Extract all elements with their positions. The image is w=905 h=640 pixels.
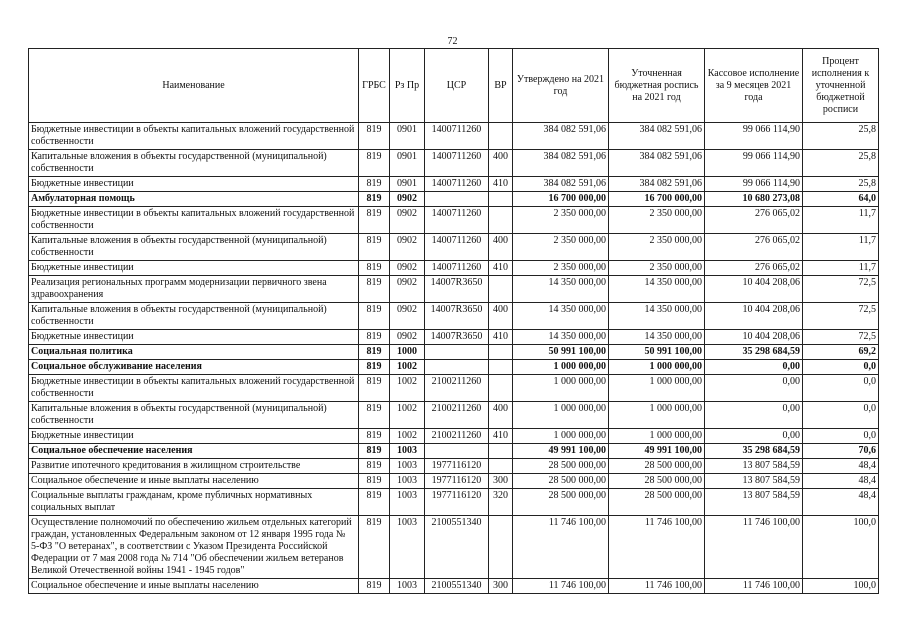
cell-refined: 14 350 000,00 <box>609 330 705 345</box>
cell-cash: 35 298 684,59 <box>705 345 803 360</box>
cell-approved: 2 350 000,00 <box>513 234 609 261</box>
cell-cash: 0,00 <box>705 360 803 375</box>
cell-grbs: 819 <box>359 192 390 207</box>
cell-vr: 410 <box>489 330 513 345</box>
cell-vr: 410 <box>489 177 513 192</box>
cell-percent: 48,4 <box>803 489 879 516</box>
cell-approved: 14 350 000,00 <box>513 276 609 303</box>
cell-csr: 14007R3650 <box>425 330 489 345</box>
cell-cash: 11 746 100,00 <box>705 516 803 579</box>
cell-percent: 11,7 <box>803 207 879 234</box>
table-row <box>29 474 879 489</box>
cell-approved: 11 746 100,00 <box>513 579 609 594</box>
cell-cash: 35 298 684,59 <box>705 444 803 459</box>
cell-rzpr: 0902 <box>390 330 425 345</box>
cell-percent: 48,4 <box>803 474 879 489</box>
cell-cash: 99 066 114,90 <box>705 150 803 177</box>
cell-refined: 28 500 000,00 <box>609 489 705 516</box>
cell-approved: 28 500 000,00 <box>513 459 609 474</box>
cell-name: Бюджетные инвестиции <box>29 177 359 192</box>
cell-cash: 10 404 208,06 <box>705 330 803 345</box>
cell-name: Осуществление полномочий по обеспечению жильем отдельных категорий граждан, установленных Федеральным законом от 12 января 1995 года № 5-ФЗ "О ветеранах", в соответствии с Указом Президента Российской Федерации от 7 мая 2008 года № 714 "Об обеспечении жильем ветеранов Великой Отечественной войны 1941 - 1945 годов" <box>29 516 359 579</box>
cell-rzpr: 1003 <box>390 459 425 474</box>
cell-approved: 1 000 000,00 <box>513 402 609 429</box>
cell-name: Бюджетные инвестиции в объекты капитальных вложений государственной собственности <box>29 375 359 402</box>
table-row <box>29 303 879 330</box>
cell-cash: 10 404 208,06 <box>705 303 803 330</box>
cell-percent: 25,8 <box>803 123 879 150</box>
cell-vr <box>489 276 513 303</box>
table-row <box>29 579 879 594</box>
cell-name: Капитальные вложения в объекты государственной (муниципальной) собственности <box>29 150 359 177</box>
table-row <box>29 429 879 444</box>
cell-rzpr: 0902 <box>390 207 425 234</box>
cell-approved: 384 082 591,06 <box>513 177 609 192</box>
cell-name: Капитальные вложения в объекты государственной (муниципальной) собственности <box>29 402 359 429</box>
cell-grbs: 819 <box>359 360 390 375</box>
cell-csr: 1400711260 <box>425 261 489 276</box>
cell-vr <box>489 444 513 459</box>
cell-refined: 1 000 000,00 <box>609 360 705 375</box>
cell-approved: 28 500 000,00 <box>513 489 609 516</box>
cell-vr: 400 <box>489 150 513 177</box>
cell-grbs: 819 <box>359 429 390 444</box>
cell-cash: 276 065,02 <box>705 261 803 276</box>
cell-percent: 0,0 <box>803 375 879 402</box>
cell-rzpr: 1002 <box>390 360 425 375</box>
cell-name: Бюджетные инвестиции в объекты капитальных вложений государственной собственности <box>29 207 359 234</box>
cell-name: Социальное обеспечение и иные выплаты населению <box>29 579 359 594</box>
header-rzpr: Рз Пр <box>390 49 425 123</box>
cell-vr <box>489 375 513 402</box>
cell-grbs: 819 <box>359 234 390 261</box>
cell-name: Социальная политика <box>29 345 359 360</box>
cell-cash: 99 066 114,90 <box>705 177 803 192</box>
cell-rzpr: 0902 <box>390 234 425 261</box>
cell-vr: 400 <box>489 303 513 330</box>
cell-refined: 16 700 000,00 <box>609 192 705 207</box>
cell-refined: 2 350 000,00 <box>609 234 705 261</box>
cell-csr: 2100211260 <box>425 375 489 402</box>
cell-cash: 99 066 114,90 <box>705 123 803 150</box>
cell-csr: 2100211260 <box>425 402 489 429</box>
cell-rzpr: 0902 <box>390 276 425 303</box>
cell-approved: 14 350 000,00 <box>513 303 609 330</box>
cell-approved: 1 000 000,00 <box>513 360 609 375</box>
cell-vr <box>489 207 513 234</box>
cell-cash: 10 404 208,06 <box>705 276 803 303</box>
table-row <box>29 123 879 150</box>
table-row <box>29 234 879 261</box>
cell-refined: 384 082 591,06 <box>609 150 705 177</box>
header-csr: ЦСР <box>425 49 489 123</box>
cell-name: Реализация региональных программ модернизации первичного звена здравоохранения <box>29 276 359 303</box>
cell-vr: 300 <box>489 579 513 594</box>
cell-percent: 64,0 <box>803 192 879 207</box>
cell-grbs: 819 <box>359 303 390 330</box>
cell-rzpr: 1003 <box>390 444 425 459</box>
cell-name: Капитальные вложения в объекты государственной (муниципальной) собственности <box>29 234 359 261</box>
cell-percent: 0,0 <box>803 360 879 375</box>
cell-approved: 49 991 100,00 <box>513 444 609 459</box>
cell-cash: 0,00 <box>705 375 803 402</box>
cell-csr <box>425 444 489 459</box>
header-grbs: ГРБС <box>359 49 390 123</box>
table-row <box>29 489 879 516</box>
cell-refined: 2 350 000,00 <box>609 207 705 234</box>
cell-csr <box>425 192 489 207</box>
cell-refined: 2 350 000,00 <box>609 261 705 276</box>
cell-refined: 384 082 591,06 <box>609 177 705 192</box>
cell-csr: 14007R3650 <box>425 276 489 303</box>
cell-cash: 276 065,02 <box>705 207 803 234</box>
table-row <box>29 444 879 459</box>
cell-refined: 1 000 000,00 <box>609 402 705 429</box>
cell-name: Социальные выплаты гражданам, кроме публичных нормативных социальных выплат <box>29 489 359 516</box>
cell-approved: 2 350 000,00 <box>513 261 609 276</box>
cell-grbs: 819 <box>359 579 390 594</box>
cell-csr: 1977116120 <box>425 474 489 489</box>
cell-vr: 410 <box>489 429 513 444</box>
table-row <box>29 516 879 579</box>
cell-name: Социальное обеспечение и иные выплаты населению <box>29 474 359 489</box>
table-row <box>29 375 879 402</box>
cell-approved: 28 500 000,00 <box>513 474 609 489</box>
cell-refined: 28 500 000,00 <box>609 474 705 489</box>
cell-cash: 0,00 <box>705 429 803 444</box>
cell-vr: 300 <box>489 474 513 489</box>
cell-approved: 14 350 000,00 <box>513 330 609 345</box>
cell-refined: 14 350 000,00 <box>609 276 705 303</box>
cell-approved: 2 350 000,00 <box>513 207 609 234</box>
cell-percent: 72,5 <box>803 330 879 345</box>
cell-vr <box>489 123 513 150</box>
cell-csr: 2100211260 <box>425 429 489 444</box>
cell-grbs: 819 <box>359 150 390 177</box>
cell-name: Бюджетные инвестиции <box>29 261 359 276</box>
cell-rzpr: 1000 <box>390 345 425 360</box>
cell-rzpr: 1003 <box>390 474 425 489</box>
header-name: Наименование <box>29 49 359 123</box>
cell-vr <box>489 192 513 207</box>
cell-rzpr: 1002 <box>390 429 425 444</box>
cell-percent: 25,8 <box>803 177 879 192</box>
cell-grbs: 819 <box>359 444 390 459</box>
cell-rzpr: 0901 <box>390 177 425 192</box>
cell-name: Амбулаторная помощь <box>29 192 359 207</box>
cell-refined: 49 991 100,00 <box>609 444 705 459</box>
cell-name: Бюджетные инвестиции <box>29 429 359 444</box>
cell-rzpr: 0902 <box>390 261 425 276</box>
cell-grbs: 819 <box>359 474 390 489</box>
cell-grbs: 819 <box>359 345 390 360</box>
cell-csr: 1400711260 <box>425 207 489 234</box>
cell-grbs: 819 <box>359 177 390 192</box>
cell-rzpr: 0901 <box>390 123 425 150</box>
cell-cash: 13 807 584,59 <box>705 459 803 474</box>
cell-rzpr: 0902 <box>390 192 425 207</box>
table-row <box>29 402 879 429</box>
cell-percent: 72,5 <box>803 303 879 330</box>
cell-name: Социальное обслуживание населения <box>29 360 359 375</box>
cell-approved: 50 991 100,00 <box>513 345 609 360</box>
table-row <box>29 192 879 207</box>
table-row <box>29 261 879 276</box>
cell-vr: 320 <box>489 489 513 516</box>
cell-refined: 1 000 000,00 <box>609 375 705 402</box>
cell-percent: 11,7 <box>803 261 879 276</box>
cell-grbs: 819 <box>359 489 390 516</box>
table-row <box>29 345 879 360</box>
cell-csr: 1400711260 <box>425 123 489 150</box>
cell-percent: 48,4 <box>803 459 879 474</box>
cell-grbs: 819 <box>359 459 390 474</box>
cell-refined: 28 500 000,00 <box>609 459 705 474</box>
cell-approved: 384 082 591,06 <box>513 150 609 177</box>
cell-name: Социальное обеспечение населения <box>29 444 359 459</box>
cell-cash: 0,00 <box>705 402 803 429</box>
cell-rzpr: 1002 <box>390 402 425 429</box>
cell-grbs: 819 <box>359 516 390 579</box>
cell-vr: 400 <box>489 234 513 261</box>
cell-percent: 100,0 <box>803 516 879 579</box>
cell-refined: 11 746 100,00 <box>609 579 705 594</box>
cell-grbs: 819 <box>359 261 390 276</box>
cell-grbs: 819 <box>359 276 390 303</box>
cell-percent: 11,7 <box>803 234 879 261</box>
cell-csr: 1400711260 <box>425 177 489 192</box>
cell-vr <box>489 459 513 474</box>
cell-rzpr: 1002 <box>390 375 425 402</box>
cell-rzpr: 0901 <box>390 150 425 177</box>
cell-grbs: 819 <box>359 330 390 345</box>
cell-approved: 11 746 100,00 <box>513 516 609 579</box>
page-number: 72 <box>447 36 458 47</box>
table-row <box>29 207 879 234</box>
cell-percent: 25,8 <box>803 150 879 177</box>
cell-rzpr: 1003 <box>390 579 425 594</box>
cell-refined: 384 082 591,06 <box>609 123 705 150</box>
cell-approved: 1 000 000,00 <box>513 429 609 444</box>
cell-csr <box>425 360 489 375</box>
header-approved: Утверждено на 2021 год <box>513 49 609 123</box>
table-row <box>29 330 879 345</box>
cell-name: Капитальные вложения в объекты государственной (муниципальной) собственности <box>29 303 359 330</box>
cell-name: Бюджетные инвестиции в объекты капитальных вложений государственной собственности <box>29 123 359 150</box>
cell-csr: 14007R3650 <box>425 303 489 330</box>
header-percent: Процент исполнения к уточненной бюджетной росписи <box>803 49 879 123</box>
cell-percent: 72,5 <box>803 276 879 303</box>
cell-grbs: 819 <box>359 207 390 234</box>
cell-csr <box>425 345 489 360</box>
cell-percent: 70,6 <box>803 444 879 459</box>
cell-percent: 100,0 <box>803 579 879 594</box>
cell-vr <box>489 360 513 375</box>
cell-refined: 14 350 000,00 <box>609 303 705 330</box>
header-refined: Уточненная бюджетная роспись на 2021 год <box>609 49 705 123</box>
budget-execution-table <box>28 48 879 594</box>
table-row <box>29 276 879 303</box>
table-row <box>29 459 879 474</box>
cell-csr: 1400711260 <box>425 234 489 261</box>
cell-approved: 384 082 591,06 <box>513 123 609 150</box>
cell-rzpr: 1003 <box>390 516 425 579</box>
cell-percent: 0,0 <box>803 429 879 444</box>
cell-vr: 400 <box>489 402 513 429</box>
cell-csr: 2100551340 <box>425 579 489 594</box>
cell-approved: 16 700 000,00 <box>513 192 609 207</box>
cell-percent: 69,2 <box>803 345 879 360</box>
cell-approved: 1 000 000,00 <box>513 375 609 402</box>
cell-csr: 2100551340 <box>425 516 489 579</box>
table-row <box>29 177 879 192</box>
table-row <box>29 360 879 375</box>
cell-cash: 276 065,02 <box>705 234 803 261</box>
cell-csr: 1977116120 <box>425 459 489 474</box>
cell-name: Развитие ипотечного кредитования в жилищном строительстве <box>29 459 359 474</box>
cell-vr: 410 <box>489 261 513 276</box>
cell-cash: 13 807 584,59 <box>705 474 803 489</box>
cell-rzpr: 1003 <box>390 489 425 516</box>
cell-percent: 0,0 <box>803 402 879 429</box>
cell-refined: 50 991 100,00 <box>609 345 705 360</box>
cell-rzpr: 0902 <box>390 303 425 330</box>
cell-refined: 1 000 000,00 <box>609 429 705 444</box>
cell-grbs: 819 <box>359 375 390 402</box>
cell-cash: 11 746 100,00 <box>705 579 803 594</box>
cell-refined: 11 746 100,00 <box>609 516 705 579</box>
cell-csr: 1977116120 <box>425 489 489 516</box>
cell-vr <box>489 516 513 579</box>
cell-csr: 1400711260 <box>425 150 489 177</box>
table-header-row <box>29 49 879 123</box>
cell-cash: 10 680 273,08 <box>705 192 803 207</box>
cell-grbs: 819 <box>359 402 390 429</box>
cell-name: Бюджетные инвестиции <box>29 330 359 345</box>
cell-cash: 13 807 584,59 <box>705 489 803 516</box>
table-row <box>29 150 879 177</box>
cell-vr <box>489 345 513 360</box>
cell-grbs: 819 <box>359 123 390 150</box>
header-vr: ВР <box>489 49 513 123</box>
header-cash: Кассовое исполнение за 9 месяцев 2021 года <box>705 49 803 123</box>
